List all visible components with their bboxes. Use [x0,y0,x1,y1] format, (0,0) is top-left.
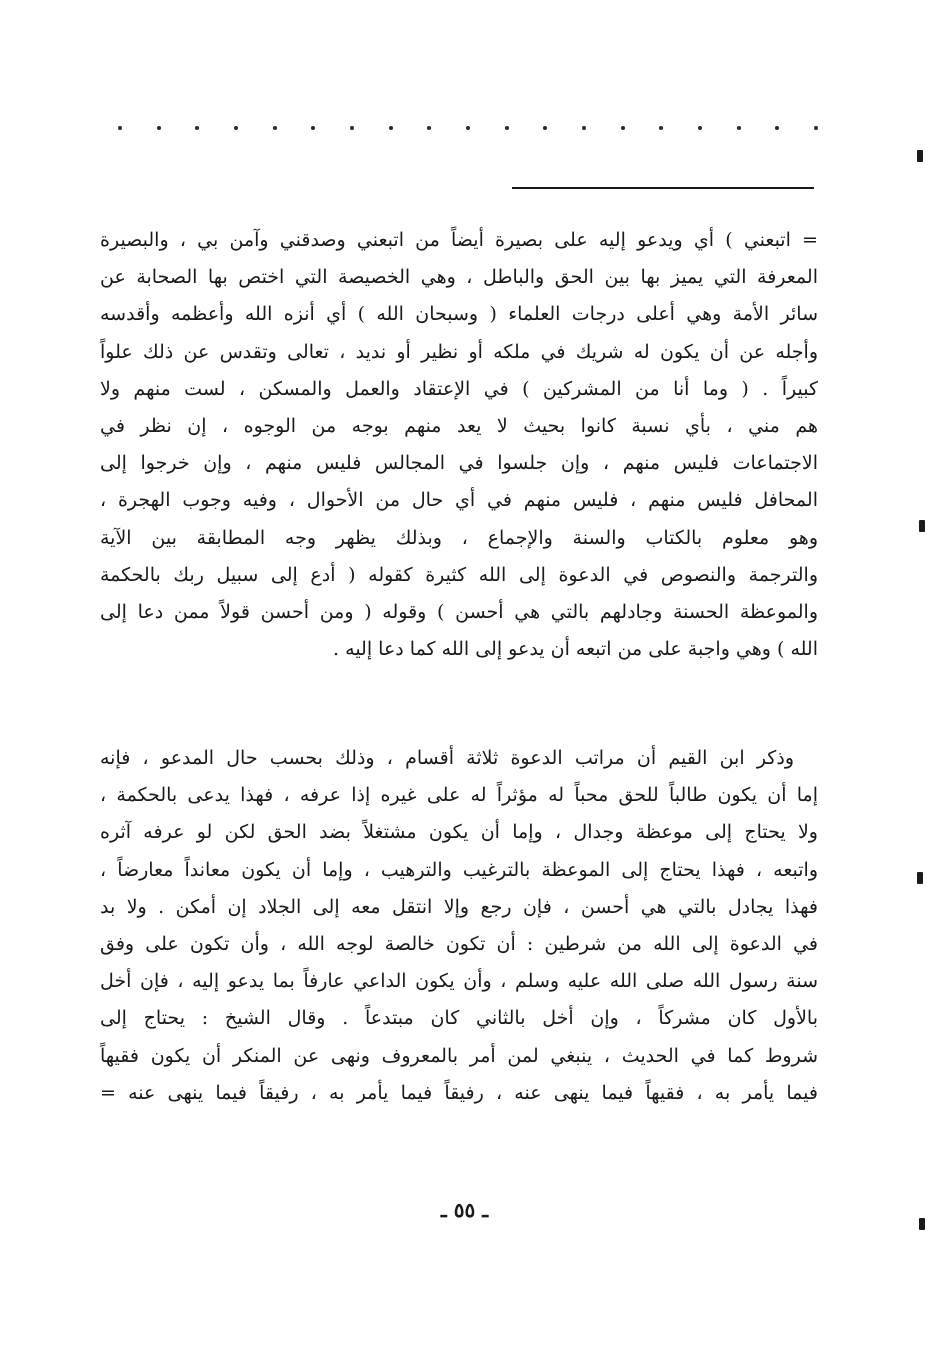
text-line: وذكر ابن القيم أن مراتب الدعوة ثلاثة أقسام ، وذلك بحسب حال المدعو ، فإنه [100,747,794,769]
text-line: الاجتماعات فليس منهم ، وإن جلسوا في المجالس فليس منهم ، وإن خرجوا إلى [100,452,818,475]
text-line: سنة رسول الله صلى الله عليه وسلم ، وأن يكون الداعي عارفاً بما يدعو إليه ، فإن أخل [100,970,818,993]
separator-dot [775,126,779,130]
text-line: المحافل فليس منهم ، فليس منهم في أي حال من الأحوال ، وفيه وجوب الهجرة ، [100,489,818,512]
separator-dot [350,126,354,130]
separator-dot [698,126,702,130]
separator-dot [311,126,315,130]
separator-dot [505,126,509,130]
separator-dot [466,126,470,130]
margin-mark [917,872,923,884]
text-line: الله ) وهي واجبة على من اتبعه أن يدعو إلى الله كما دعا إليه . [333,638,818,661]
text-line: سائر الأمة وهي أعلى درجات العلماء ( وسبحان الله ) أي أنزه الله وأعظمه وأقدسه [100,303,818,326]
text-line: إما أن يكون طالباً للحق محباً له مؤثراً له على غيره إذا عرفه ، فهذا يدعى بالحكمة ، [100,784,818,807]
separator-dot [659,126,663,130]
text-line: = اتبعني ) أي ويدعو إليه على بصيرة أيضاً من اتبعني وصدقني وآمن بي ، والبصيرة [100,229,818,251]
margin-mark [917,150,923,162]
separator-dot [737,126,741,130]
dotted-separator [118,118,818,138]
text-line: المعرفة التي يميز بها بين الحق والباطل ، وهي الخصيصة التي اختص بها الصحابة عن [100,266,818,289]
text-line: وأجله عن أن يكون له شريك في ملكه أو نظير أو نديد ، تعالى وتقدس عن ذلك علواً [100,340,818,363]
separator-dot [582,126,586,130]
text-line: بالأول كان مشركاً ، وإن أخل بالثاني كان مبتدعاً . وقال الشيخ : يحتاج إلى [100,1007,818,1030]
text-line: فيما يأمر به ، فقيهاً فيما ينهى عنه ، رفيقاً فيما يأمر به ، رفيقاً فيما ينهى عنه = [100,1081,818,1104]
text-line: ولا يحتاج إلى موعظة وجدال ، وإما أن يكون مشتغلاً بضد الحق لكن لو عرفه آثره [100,821,818,844]
separator-dot [814,126,818,130]
separator-dot [195,126,199,130]
separator-dot [118,126,122,130]
text-line: فهذا يجادل بالتي هي أحسن ، فإن رجع وإلا انتقل معه إلى الجلاد إن أمكن . ولا بد [100,895,818,918]
text-line: والموعظة الحسنة وجادلهم بالتي هي أحسن ) وقوله ( ومن أحسن قولاً ممن دعا إلى [100,600,818,623]
separator-dot [157,126,161,130]
text-line: واتبعه ، فهذا يحتاج إلى الموعظة بالترغيب والترهيب ، وإما أن يكون معانداً معارضاً ، [100,858,818,881]
text-line: في الدعوة إلى الله من شرطين : أن تكون خالصة لوجه الله ، وأن تكون على وفق [100,932,818,955]
margin-mark [919,520,925,532]
page-number: ـ ٥٥ ـ [440,1198,489,1222]
footnote-rule [512,187,814,189]
separator-dot [427,126,431,130]
separator-dot [621,126,625,130]
separator-dot [234,126,238,130]
text-line: هم مني ، بأي نسبة كانوا بحيث لا يعد منهم بوجه من الوجوه ، إن نظر في [100,414,818,437]
text-line: كبيراً . ( وما أنا من المشركين ) في الإعتقاد والعمل والمسكن ، لست منهم ولا [100,377,818,400]
separator-dot [273,126,277,130]
text-line: والترجمة والنصوص في الدعوة إلى الله كثيرة كقوله ( أدع إلى سبيل ربك بالحكمة [100,563,818,586]
text-line: وهو معلوم بالكتاب والسنة والإجماع ، وبذلك يظهر وجه المطابقة بين الآية [100,526,818,549]
separator-dot [389,126,393,130]
footnote-text [100,222,818,668]
separator-dot [543,126,547,130]
text-line: شروط كما في الحديث ، ينبغي لمن أمر بالمعروف ونهى عن المنكر أن يكون فقيهاً [100,1044,818,1067]
body-paragraph [100,740,818,1112]
